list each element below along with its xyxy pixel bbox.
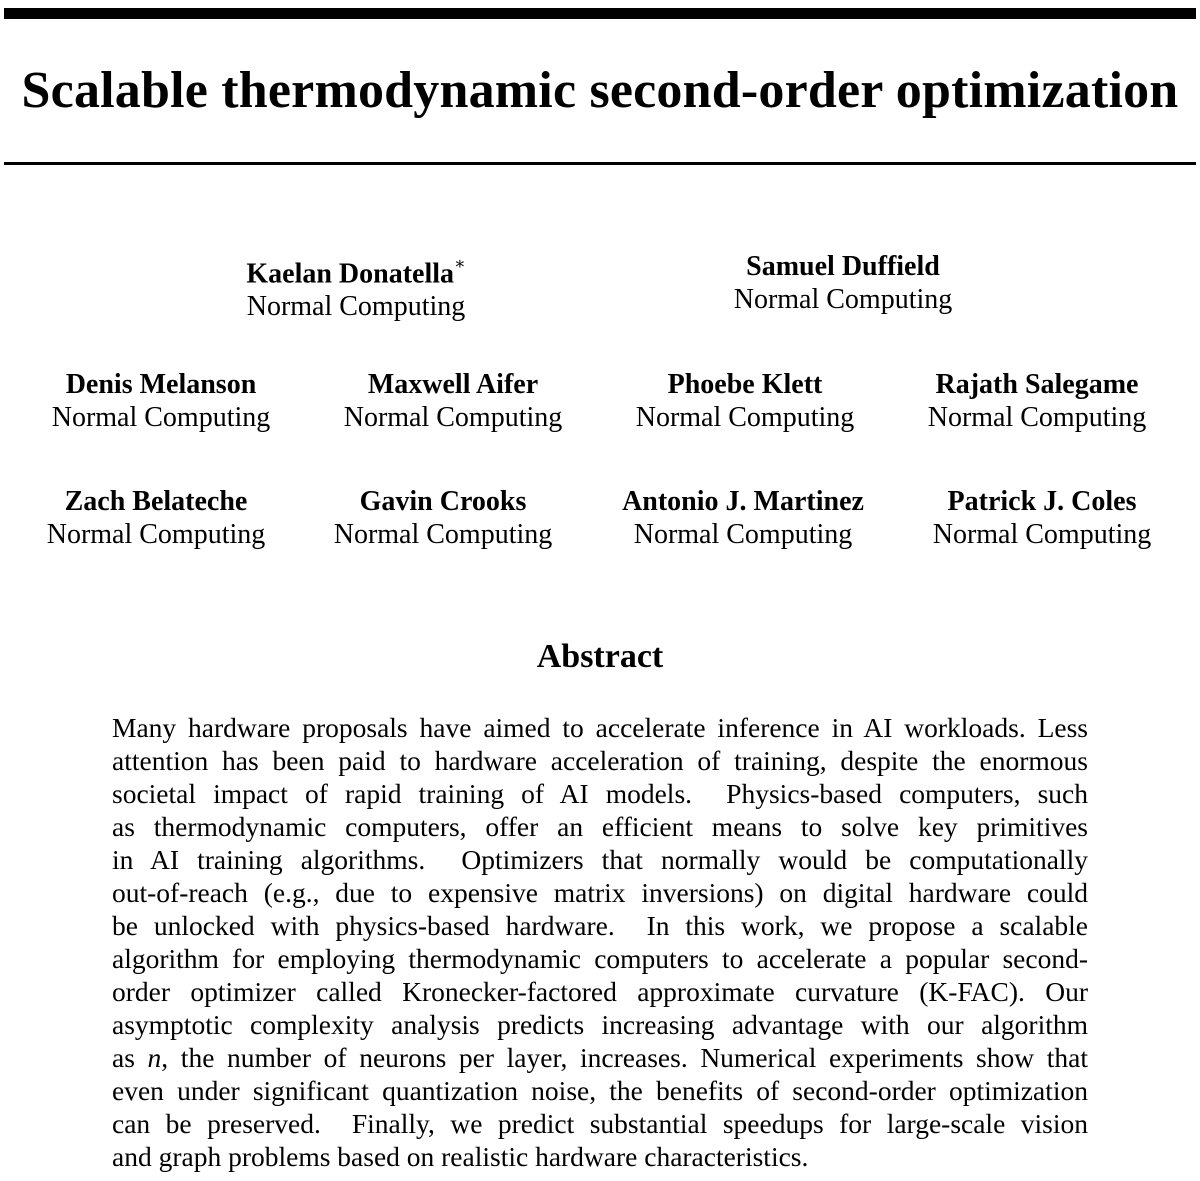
author-name: Kaelan Donatella∗ — [246, 254, 466, 290]
author-affiliation: Normal Computing — [927, 402, 1147, 433]
author-name: Zach Belateche — [64, 486, 248, 517]
author-affiliation: Normal Computing — [635, 402, 855, 433]
abstract-line: even under significant quantization noise, the benefits of second-order optimization — [112, 1075, 1088, 1106]
author-name: Gavin Crooks — [359, 486, 527, 517]
abstract-line: as n, the number of neurons per layer, increases. Numerical experiments show that — [112, 1042, 1088, 1073]
top-rule — [4, 8, 1196, 19]
author-block — [595, 368, 895, 434]
abstract-line: algorithm for employing thermodynamic computers to accelerate a popular second- — [112, 943, 1088, 974]
author-affiliation: Normal Computing — [343, 402, 563, 433]
author-block — [293, 485, 593, 551]
author-block — [693, 250, 993, 316]
author-name: Rajath Salegame — [935, 369, 1139, 400]
author-block — [887, 368, 1187, 434]
abstract-line: order optimizer called Kronecker-factored approximate curvature (K-FAC). Our — [112, 976, 1088, 1007]
author-block — [206, 250, 506, 323]
title-rule — [4, 162, 1196, 165]
math-variable-n: n — [147, 1042, 162, 1073]
author-block — [593, 485, 893, 551]
author-name: Maxwell Aifer — [367, 369, 539, 400]
author-name: Samuel Duffield — [746, 251, 940, 282]
author-name: Phoebe Klett — [667, 369, 823, 400]
author-block — [303, 368, 603, 434]
abstract-heading: Abstract — [536, 638, 664, 675]
abstract-line: as thermodynamic computers, offer an efficient means to solve key primitives — [112, 811, 1088, 842]
author-affiliation: Normal Computing — [333, 519, 553, 550]
abstract-line: and graph problems based on realistic hardware characteristics. — [112, 1141, 809, 1172]
author-block — [892, 485, 1192, 551]
abstract-line: be unlocked with physics-based hardware. In this work, we propose a scalable — [112, 910, 1088, 941]
author-affiliation: Normal Computing — [932, 519, 1152, 550]
author-affiliation: Normal Computing — [733, 284, 953, 315]
author-affiliation: Normal Computing — [46, 519, 266, 550]
corresponding-author-mark: ∗ — [454, 254, 466, 273]
author-name: Patrick J. Coles — [947, 486, 1137, 517]
abstract-line: can be preserved. Finally, we predict substantial speedups for large-scale vision — [112, 1108, 1088, 1139]
author-block — [6, 485, 306, 551]
author-name: Antonio J. Martinez — [622, 486, 864, 517]
author-affiliation: Normal Computing — [633, 519, 853, 550]
abstract-line: out-of-reach (e.g., due to expensive matrix inversions) on digital hardware could — [112, 877, 1088, 908]
abstract-line: Many hardware proposals have aimed to accelerate inference in AI workloads. Less — [112, 712, 1088, 743]
author-affiliation: Normal Computing — [246, 291, 466, 323]
abstract-body — [112, 711, 1088, 1173]
author-block — [11, 368, 311, 434]
author-name: Denis Melanson — [65, 369, 257, 400]
abstract-line: asymptotic complexity analysis predicts increasing advantage with our algorithm — [112, 1009, 1088, 1040]
paper-title: Scalable thermodynamic second-order optimization — [21, 62, 1179, 119]
author-affiliation: Normal Computing — [51, 402, 271, 433]
abstract-line: societal impact of rapid training of AI models. Physics-based computers, such — [112, 778, 1088, 809]
abstract-line: in AI training algorithms. Optimizers that normally would be computationally — [112, 844, 1088, 875]
abstract-line: attention has been paid to hardware acceleration of training, despite the enormous — [112, 745, 1088, 776]
